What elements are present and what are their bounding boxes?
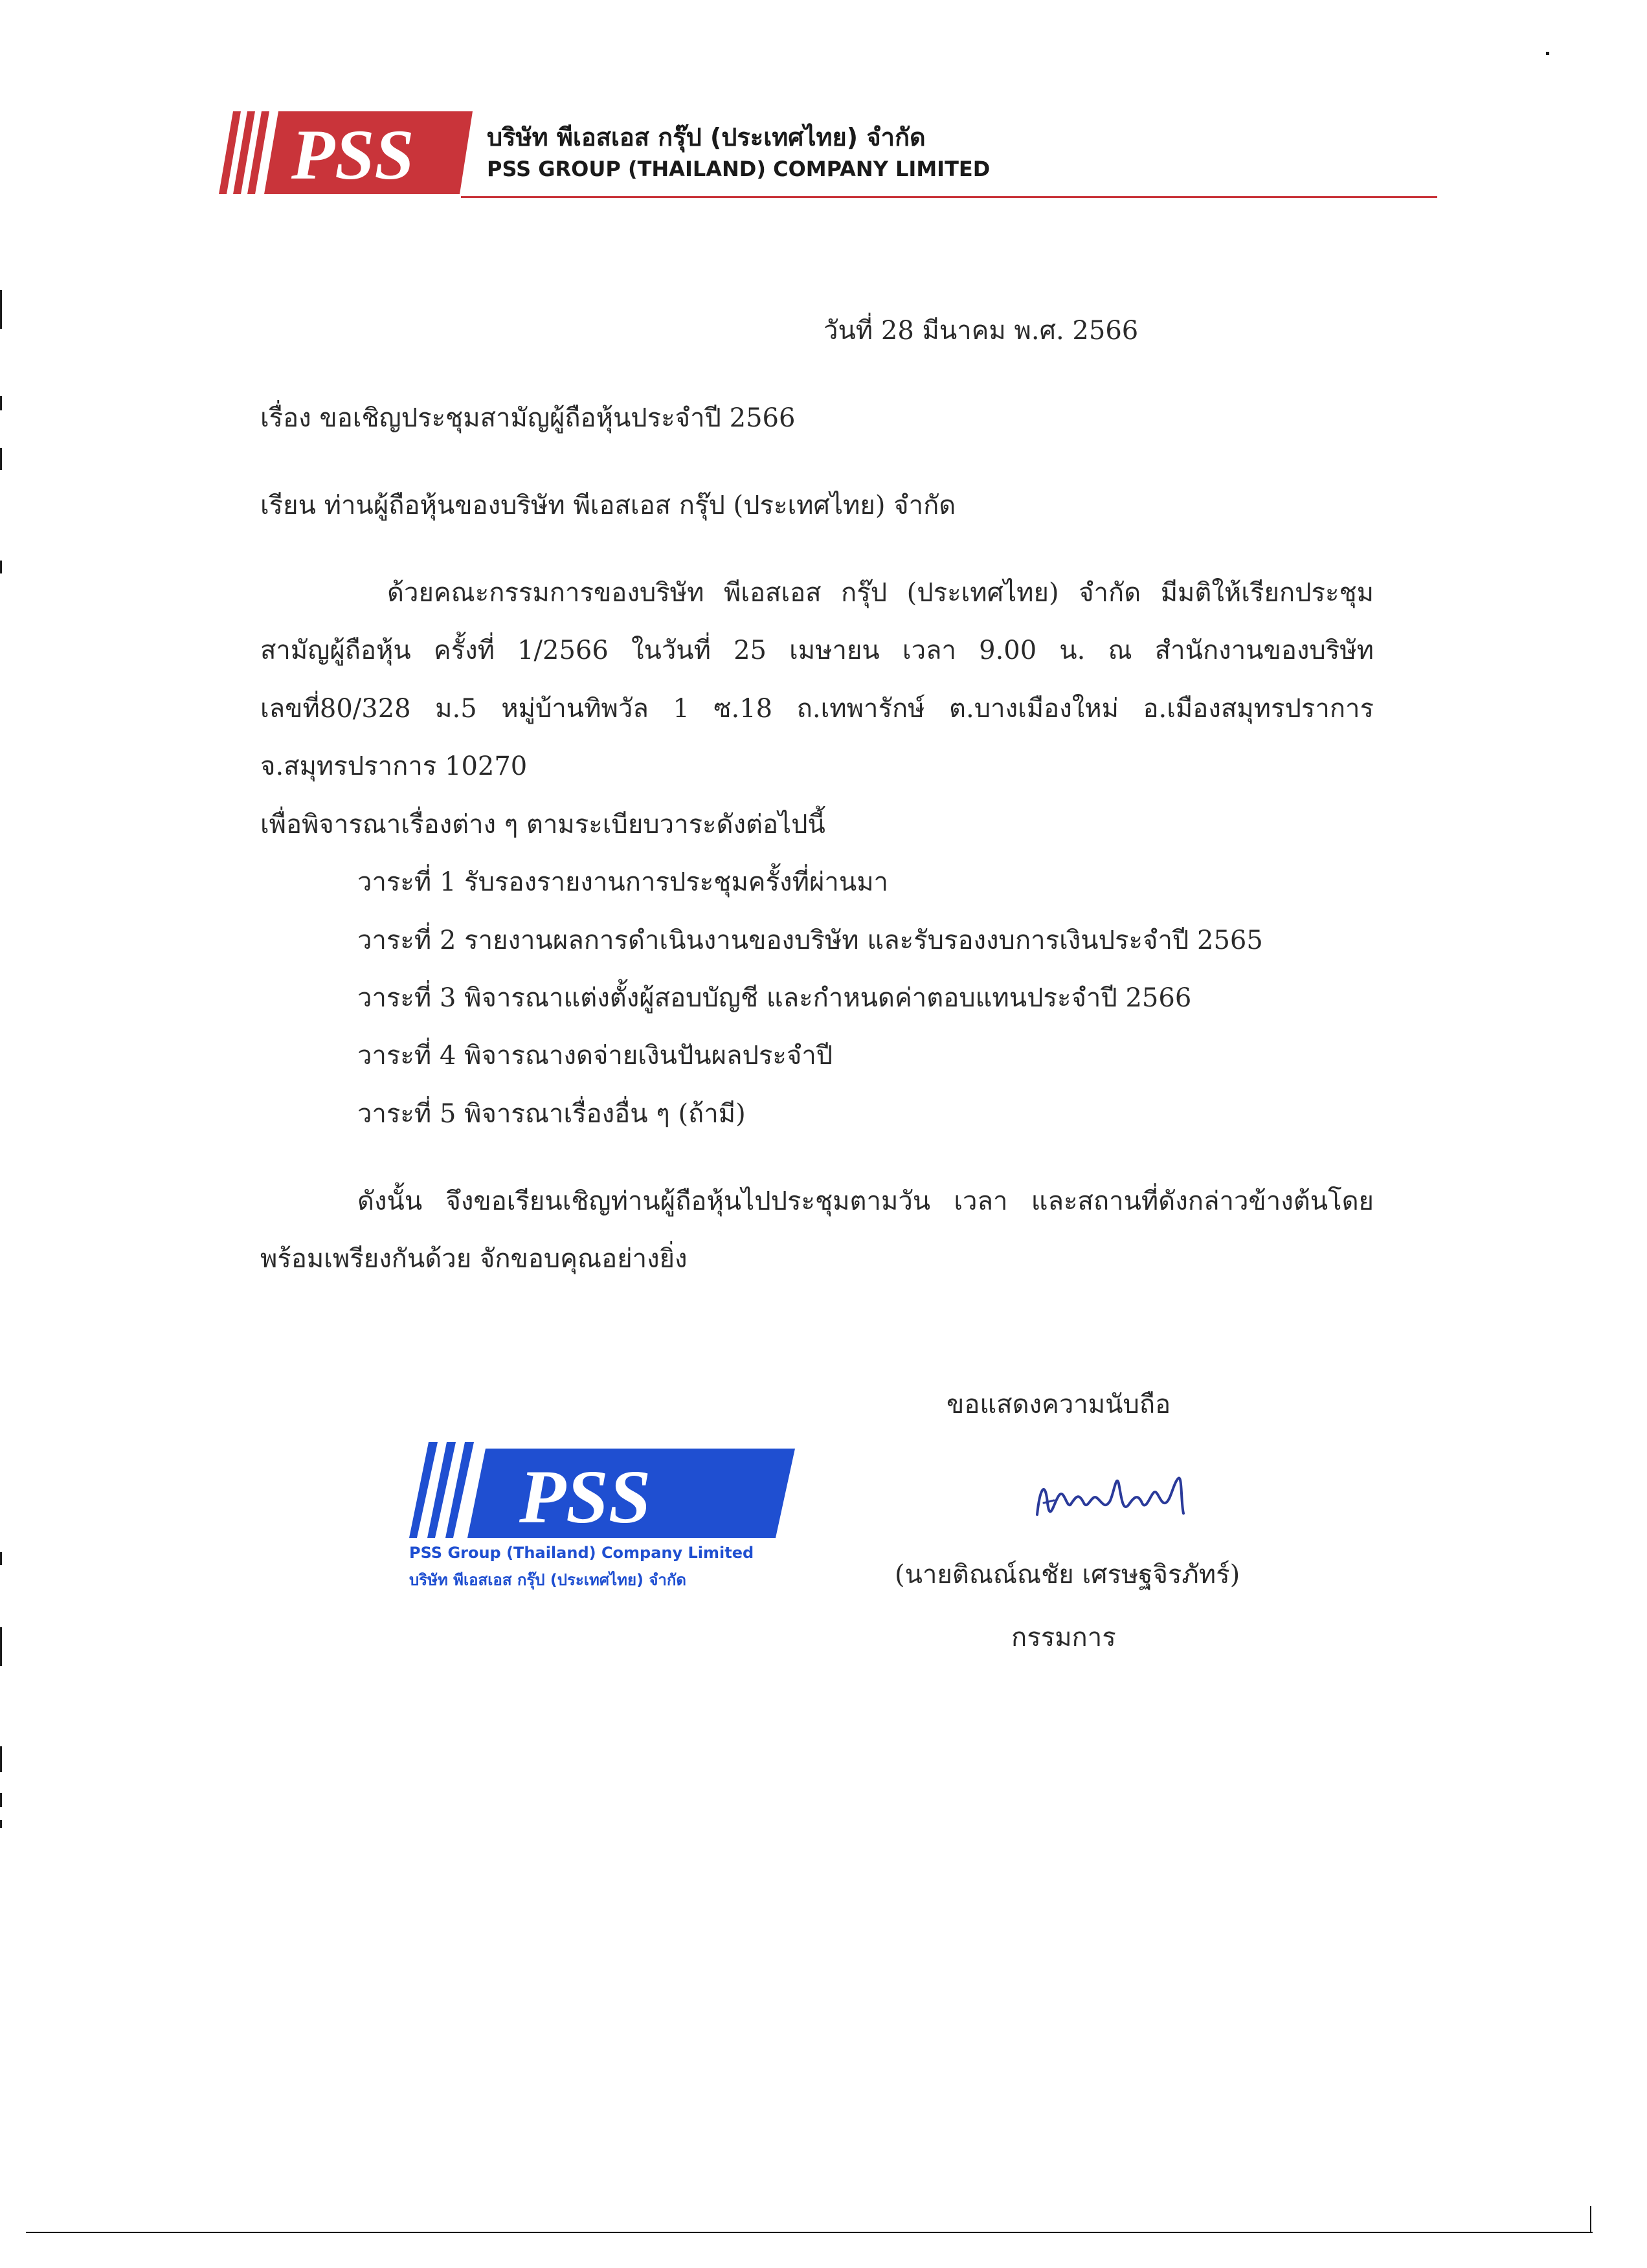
agenda-item: วาระที่ 1 รับรองรายงานการประชุมครั้งที่ผ่านมา — [357, 867, 889, 897]
pss-letterhead-logo — [219, 111, 473, 194]
scan-margin-mark — [0, 396, 2, 410]
scan-margin-mark — [0, 1627, 2, 1666]
closing-paragraph-line: พร้อมเพรียงกันด้วย จักขอบคุณอย่างยิ่ง — [260, 1244, 688, 1274]
letterhead-company-name-thai: บริษัท พีเอสเอส กรุ๊ป (ประเทศไทย) จำกัด — [487, 123, 926, 151]
scan-margin-mark — [0, 1793, 2, 1807]
signatory-name: (นายติณณ์ณชัย เศรษฐจิรภัทร์) — [895, 1560, 1240, 1590]
closing-paragraph-line: ดังนั้น จึงขอเรียนเชิญท่านผู้ถือหุ้นไปประชุมตามวัน เวลา และสถานที่ดังกล่าวข้างต้นโดย — [357, 1186, 1374, 1216]
body-paragraph-line: ด้วยคณะกรรมการของบริษัท พีเอสเอส กรุ๊ป (ประเทศไทย) จำกัด มีมติให้เรียกประชุม — [387, 578, 1374, 608]
svg-text:PSS: PSS — [291, 115, 414, 194]
scan-margin-mark — [1546, 52, 1549, 55]
body-paragraph-line: สามัญผู้ถือหุ้น ครั้งที่ 1/2566 ในวันที่ 25 เมษายน เวลา 9.00 น. ณ สำนักงานของบริษัท — [260, 636, 1374, 665]
letter-subject: เรื่อง ขอเชิญประชุมสามัญผู้ถือหุ้นประจำปี 2566 — [260, 403, 796, 433]
scan-margin-mark — [0, 1552, 2, 1565]
scan-margin-mark — [0, 448, 2, 470]
agenda-item: วาระที่ 2 รายงานผลการดำเนินงานของบริษัท และรับรองงบการเงินประจำปี 2565 — [357, 926, 1263, 955]
agenda-item: วาระที่ 3 พิจารณาแต่งตั้งผู้สอบบัญชี และกำหนดค่าตอบแทนประจำปี 2566 — [357, 983, 1192, 1013]
salutation: ขอแสดงความนับถือ — [947, 1390, 1171, 1419]
body-paragraph-line: จ.สมุทรปราการ 10270 — [260, 751, 528, 781]
letterhead-company-name-english: PSS GROUP (THAILAND) COMPANY LIMITED — [487, 157, 991, 181]
scan-margin-mark — [1590, 2206, 1591, 2232]
scan-margin-mark — [26, 2232, 1593, 2233]
svg-text:PSS: PSS — [519, 1454, 651, 1539]
agenda-intro: เพื่อพิจารณาเรื่องต่าง ๆ ตามระเบียบวาระดังต่อไปนี้ — [260, 810, 825, 839]
letter-recipient: เรียน ท่านผู้ถือหุ้นของบริษัท พีเอสเอส กรุ๊ป (ประเทศไทย) จำกัด — [260, 491, 956, 520]
stamp-company-name-english: PSS Group (Thailand) Company Limited — [409, 1544, 754, 1562]
scan-margin-mark — [0, 290, 2, 329]
scan-margin-mark — [0, 1820, 2, 1828]
stamp-company-name-thai: บริษัท พีเอสเอส กรุ๊ป (ประเทศไทย) จำกัด — [409, 1571, 687, 1589]
letterhead-divider — [461, 196, 1437, 198]
scan-margin-mark — [0, 1746, 2, 1772]
body-paragraph-line: เลขที่80/328 ม.5 หมู่บ้านทิพวัล 1 ซ.18 ถ.เทพารักษ์ ต.บางเมืองใหม่ อ.เมืองสมุทรปราการ — [260, 694, 1374, 724]
scan-margin-mark — [0, 561, 2, 573]
letter-date: วันที่ 28 มีนาคม พ.ศ. 2566 — [824, 316, 1139, 346]
signatory-title: กรรมการ — [1011, 1623, 1116, 1652]
agenda-item: วาระที่ 5 พิจารณาเรื่องอื่น ๆ (ถ้ามี) — [357, 1099, 746, 1129]
handwritten-signature — [1028, 1464, 1196, 1535]
agenda-item: วาระที่ 4 พิจารณางดจ่ายเงินปันผลประจำปี — [357, 1041, 833, 1071]
